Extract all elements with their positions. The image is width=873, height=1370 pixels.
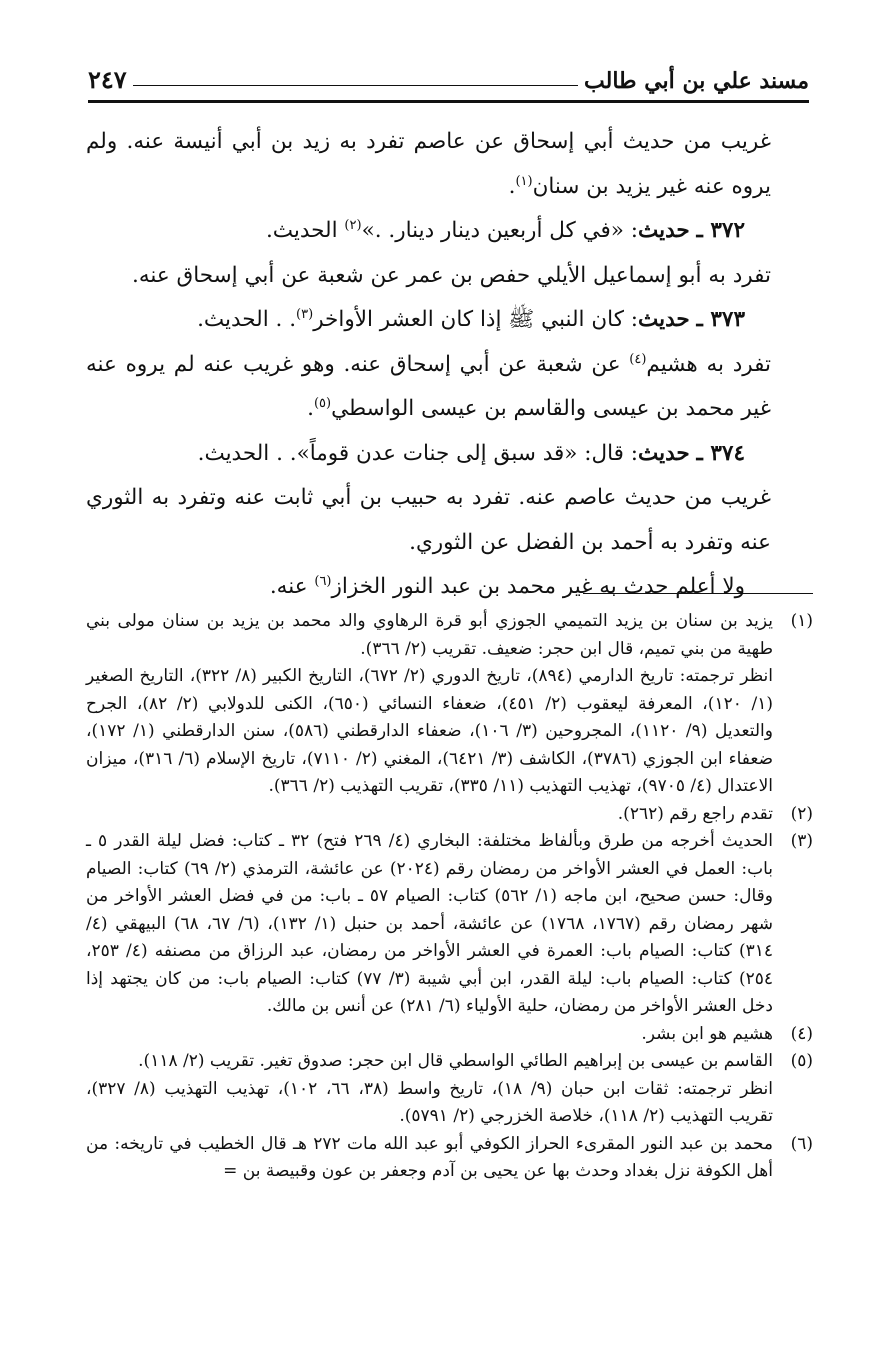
footnote-body [86,1048,773,1131]
footnote-ref: (٦) [314,573,332,589]
footnote-2 [86,801,813,829]
running-header [88,58,809,103]
footnote-mark: (٥) [790,1051,813,1071]
paragraph-end: عنه. [269,574,315,599]
hadith-text: : قال: «قد سبق إلى جنات عدن قوماً». . الحديث. [197,440,639,466]
footnote-ref: (١) [515,173,533,189]
hadith-number: ٣٧٣ ـ [696,307,745,332]
footnote-text: انظر ترجمته: ثقات ابن حبان (٩/ ١٨)، تاريخ واسط (٣٨، ٦٦، ١٠٢)، تهذيب التهذيب (٨/ ٣٢٧)، تقريب التهذيب (٢/ ١١٨)، خلاصة الخزرجي (٢/ ٥٧٩١). [86,1078,773,1126]
header-rule [133,85,578,86]
hadith-end: . . الحديث. [197,307,297,332]
hadith-number: ٣٧٤ ـ [696,440,745,466]
footnote-body [86,608,773,801]
paragraph-end: . [307,396,314,421]
hadith-374 [86,432,813,477]
footnote-text: القاسم بن عيسى بن إبراهيم الطائي الواسطي قال ابن حجر: صدوق تغير. تقريب (٢/ ١١٨). [138,1051,773,1071]
footnote-text: هشيم هو ابن بشر. [641,1023,773,1044]
hadith-label: حديث [638,218,690,243]
footnote-ref: (٥) [313,395,332,411]
page-number: ٢٤٧ [88,65,127,94]
footnote-ref: (٣) [296,306,314,322]
paragraph-text: تفرد به هشيم [646,351,772,377]
hadith-372 [86,209,813,254]
footnote-text: تقدم راجع رقم (٢٦٢). [617,803,773,824]
footnote-5 [86,1048,813,1131]
footnotes [86,608,813,1186]
footnote-body [86,1131,773,1186]
footnote-mark: (١) [790,611,813,631]
footnote-text: الحديث أخرجه من طرق وبألفاظ مختلفة: البخاري (٤/ ٢٦٩ فتح) ٣٢ ـ كتاب: فضل ليلة القدر ٥ ـ باب: العمل في العشر الأواخر من رمضان رقم (٢٠٢٤) عن عائشة، الترمذي (٢/ ٦٩) كتاب: الصيام وقال: حسن صحيح، ابن ماجه (١/ ٥٦٢) كتاب: الصيام ٥٧ ـ باب: من في فضل العشر الأواخر من شهر رمضان رقم (١٧٦٧، ١٧٦٨) عن عائشة، أحمد بن حنبل (١/ ١٣٢)، (٦/ ٦٧، ٦٨) البيهقي (٤/ ٣١٤) كتاب: الصيام باب: العمرة في العشر الأواخر من رمضان، عبد الرزاق من مصنفه (٤/ ٢٥٣، ٢٥٤) كتاب: الصيام باب: ليلة القدر، ابن أبي شيبة (٣/ ٧٧) كتاب: الصيام باب: من كان يجتهد إذا دخل العشر الأواخر من رمضان، حلية الأولياء (٦/ ٢٨١) عن أنس بن مالك. [86,831,774,1016]
hadith-end: الحديث. [265,218,345,243]
footnote-ref: (٤) [629,351,647,367]
footnote-text: انظر ترجمته: تاريخ الدارمي (٨٩٤)، تاريخ الدوري (٢/ ٦٧٢)، التاريخ الكبير (٨/ ٣٢٢)، التاريخ الصغير (١/ ١٢٠)، المعرفة ليعقوب (٢/ ٤٥١)، ضعفاء النسائي (٦٥٠)، الكنى للدولابي (٢/ ٨٢)، الجرح والتعديل (٩/ ١١٢٠)، المجروحين (٣/ ١٠٦)، ضعفاء الدارقطني (٥٨٦)، سنن الدارقطني (١/ ١٧٢)، ضعفاء ابن الجوزي (٣٧٨٦)، الكاشف (٣/ ٦٤٢١)، المغني (٢/ ٧١١٠)، تاريخ الإسلام (٦/ ٣١٦)، ميزان الاعتدال (٤/ ٩٧٠٥)، تهذيب التهذيب (١١/ ٣٣٥)، تقريب التهذيب (٢/ ٣٦٦). [86,666,774,796]
footnote-body [86,828,773,1021]
header-title: مسند علي بن أبي طالب [584,68,809,94]
footnote-mark: (٦) [790,1133,813,1154]
footnote-4 [86,1021,813,1049]
hadith-label: حديث [638,440,690,466]
footnote-6 [86,1131,813,1186]
footnote-3 [86,828,813,1021]
paragraph-text: عن شعبة عن أبي إسحاق عنه. وهو غريب عنه لم يروه عنه غير محمد بن عيسى والقاسم بن عيسى الواسطي [86,351,771,421]
paragraph-3 [86,343,813,432]
footnote-mark: (٢) [790,803,813,824]
footnote-divider [583,593,813,594]
footnote-ref: (٢) [344,217,362,233]
footnote-text: محمد بن عبد النور المقرىء الحراز الكوفي أبو عبد الله مات ٢٧٢ هـ قال الخطيب في تاريخه: من أهل الكوفة نزل بغداد وحدث بها عن يحيى بن آدم وجعفر بن عون وقبيصة بن = [86,1133,773,1181]
paragraph-text: غريب من حديث أبي إسحاق عن عاصم تفرد به زيد بن أبي أنيسة عنه. ولم يروه عنه غير يزيد بن سنان [86,129,771,199]
paragraph-4: غريب من حديث عاصم عنه. تفرد به حبيب بن أبي ثابت عنه وتفرد به الثوري عنه وتفرد به أحمد بن الفضل عن الثوري. [86,485,771,555]
hadith-label: حديث [638,307,690,332]
hadith-text: : كان النبي ﷺ إذا كان العشر الأواخر [313,307,639,332]
paragraph-text: ولا أعلم حدث به غير محمد بن عبد النور الخزاز [331,574,745,599]
hadith-number: ٣٧٢ ـ [696,218,745,243]
footnote-body [86,801,773,829]
footnote-1 [86,608,813,801]
hadith-text: : «في كل أربعين دينار دينار. .» [361,218,639,243]
paragraph-5 [86,565,813,610]
footnote-text: يزيد بن سنان بن يزيد التميمي الجوزي أبو قرة الرهاوي والد محمد بن يزيد بن سنان مولى بني طهية من بني تميم، قال ابن حجر: ضعيف. تقريب (٢/ ٣٦٦). [86,611,773,659]
footnote-body [86,1021,773,1049]
paragraph-2: تفرد به أبو إسماعيل الأيلي حفص بن عمر عن شعبة عن أبي إسحاق عنه. [132,262,771,288]
main-text [86,120,813,610]
hadith-373 [86,298,813,343]
paragraph-end: . [508,173,516,199]
paragraph-1 [86,120,813,209]
footnote-mark: (٤) [790,1023,813,1044]
footnote-mark: (٣) [790,831,813,851]
